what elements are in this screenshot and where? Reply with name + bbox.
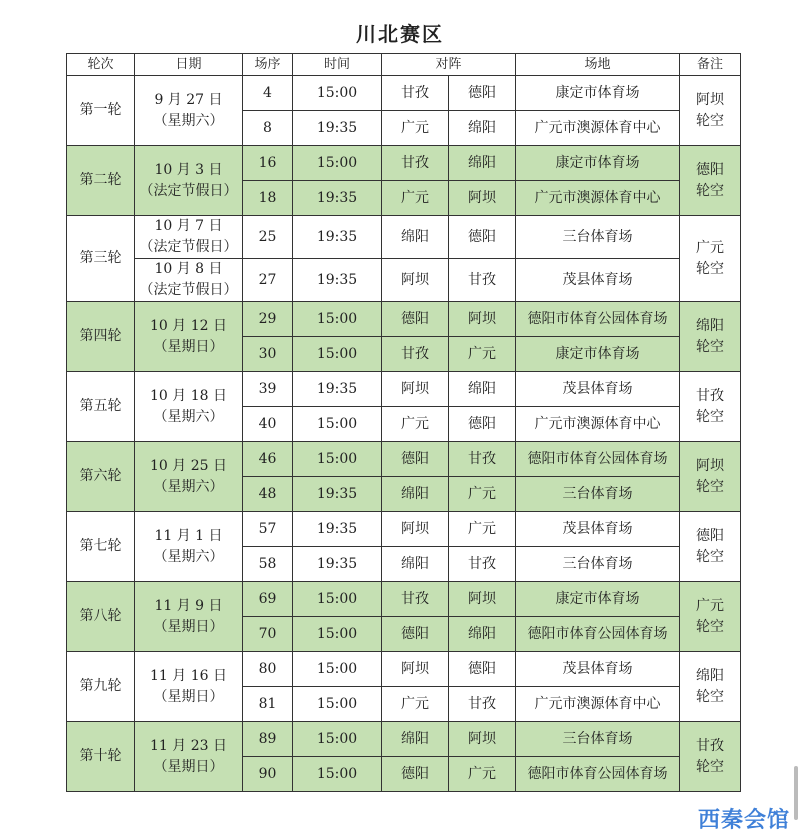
table-row — [67, 76, 741, 111]
away-team: 甘孜 — [449, 259, 516, 302]
match-date — [135, 216, 243, 259]
venue: 德阳市体育公园体育场 — [516, 302, 680, 337]
bye-label: 轮空 — [696, 478, 725, 495]
bye-note — [680, 146, 741, 216]
page-title: 川北赛区 — [356, 22, 444, 46]
match-date — [135, 146, 243, 216]
home-team: 广元 — [382, 111, 449, 146]
match-time: 19:35 — [293, 181, 382, 216]
table-row — [67, 722, 741, 757]
match-time: 15:00 — [293, 757, 382, 792]
venue: 德阳市体育公园体育场 — [516, 757, 680, 792]
bye-team: 德阳 — [696, 527, 725, 544]
table-row — [67, 512, 741, 547]
round-name: 第一轮 — [67, 76, 135, 146]
venue: 三台体育场 — [516, 547, 680, 582]
bye-note — [680, 512, 741, 582]
away-team: 阿坝 — [449, 302, 516, 337]
home-team: 甘孜 — [382, 146, 449, 181]
bye-label: 轮空 — [696, 338, 725, 355]
bye-note — [680, 216, 741, 302]
date-note: （星期日） — [153, 618, 224, 635]
match-time: 19:35 — [293, 512, 382, 547]
venue: 茂县体育场 — [516, 512, 680, 547]
date-note: （法定节假日） — [139, 282, 238, 298]
venue: 茂县体育场 — [516, 259, 680, 302]
match-time: 19:35 — [293, 477, 382, 512]
table-row — [67, 652, 741, 687]
home-team: 绵阳 — [382, 477, 449, 512]
match-date — [135, 442, 243, 512]
away-team: 阿坝 — [449, 722, 516, 757]
venue: 康定市体育场 — [516, 582, 680, 617]
round-name: 第十轮 — [67, 722, 135, 792]
header-round: 轮次 — [67, 54, 135, 76]
venue: 广元市澳源体育中心 — [516, 407, 680, 442]
table-row — [67, 216, 741, 259]
match-time: 15:00 — [293, 76, 382, 111]
away-team: 阿坝 — [449, 582, 516, 617]
match-number: 90 — [243, 757, 293, 792]
venue: 三台体育场 — [516, 722, 680, 757]
home-team: 绵阳 — [382, 547, 449, 582]
match-number: 29 — [243, 302, 293, 337]
match-time: 15:00 — [293, 722, 382, 757]
bye-note — [680, 302, 741, 372]
match-time: 19:35 — [293, 372, 382, 407]
match-number: 25 — [243, 216, 293, 259]
home-team: 阿坝 — [382, 652, 449, 687]
schedule-table — [66, 53, 741, 792]
match-time: 15:00 — [293, 146, 382, 181]
bye-team: 阿坝 — [696, 91, 725, 108]
home-team: 广元 — [382, 687, 449, 722]
bye-team: 广元 — [696, 597, 725, 614]
bye-team: 甘孜 — [696, 387, 725, 404]
match-number: 70 — [243, 617, 293, 652]
home-team: 德阳 — [382, 617, 449, 652]
header-venue: 场地 — [516, 54, 680, 76]
round-name: 第六轮 — [67, 442, 135, 512]
bye-label: 轮空 — [696, 618, 725, 635]
bye-note — [680, 722, 741, 792]
match-date — [135, 512, 243, 582]
venue: 广元市澳源体育中心 — [516, 687, 680, 722]
home-team: 阿坝 — [382, 512, 449, 547]
bye-label: 轮空 — [696, 408, 725, 425]
date-note: （星期六） — [153, 478, 224, 495]
table-row — [67, 582, 741, 617]
header-remark: 备注 — [680, 54, 741, 76]
away-team: 绵阳 — [449, 372, 516, 407]
away-team: 德阳 — [449, 407, 516, 442]
venue: 康定市体育场 — [516, 146, 680, 181]
away-team: 广元 — [449, 512, 516, 547]
match-date — [135, 722, 243, 792]
match-number: 27 — [243, 259, 293, 302]
date-text: 11 月 16 日 — [150, 667, 227, 684]
home-team: 绵阳 — [382, 216, 449, 259]
match-number: 39 — [243, 372, 293, 407]
match-number: 57 — [243, 512, 293, 547]
bye-note — [680, 442, 741, 512]
match-time: 19:35 — [293, 111, 382, 146]
away-team: 甘孜 — [449, 547, 516, 582]
home-team: 德阳 — [382, 442, 449, 477]
round-name: 第五轮 — [67, 372, 135, 442]
home-team: 甘孜 — [382, 337, 449, 372]
match-date — [135, 582, 243, 652]
home-team: 德阳 — [382, 302, 449, 337]
match-number: 80 — [243, 652, 293, 687]
header-matchup: 对阵 — [382, 54, 516, 76]
match-time: 19:35 — [293, 547, 382, 582]
home-team: 德阳 — [382, 757, 449, 792]
date-note: （星期六） — [153, 408, 224, 425]
home-team: 绵阳 — [382, 722, 449, 757]
away-team: 广元 — [449, 477, 516, 512]
match-number: 30 — [243, 337, 293, 372]
date-note: （星期六） — [153, 548, 224, 565]
bye-label: 轮空 — [696, 758, 725, 775]
match-number: 89 — [243, 722, 293, 757]
date-note: （星期日） — [153, 688, 224, 705]
date-note: （法定节假日） — [139, 239, 238, 255]
match-time: 19:35 — [293, 216, 382, 259]
bye-team: 甘孜 — [696, 737, 725, 754]
round-name: 第七轮 — [67, 512, 135, 582]
bye-team: 绵阳 — [696, 667, 725, 684]
match-number: 18 — [243, 181, 293, 216]
match-time: 15:00 — [293, 687, 382, 722]
bye-label: 轮空 — [696, 548, 725, 565]
match-time: 19:35 — [293, 259, 382, 302]
match-date — [135, 652, 243, 722]
away-team: 德阳 — [449, 76, 516, 111]
date-text: 10 月 3 日 — [154, 161, 223, 178]
home-team: 广元 — [382, 181, 449, 216]
venue: 德阳市体育公园体育场 — [516, 442, 680, 477]
match-time: 15:00 — [293, 582, 382, 617]
date-note: （法定节假日） — [139, 182, 238, 199]
bye-label: 轮空 — [696, 112, 725, 129]
bye-team: 阿坝 — [696, 457, 725, 474]
date-note: （星期六） — [153, 112, 224, 129]
date-note: （星期日） — [153, 758, 224, 775]
date-text: 10 月 12 日 — [150, 317, 227, 334]
table-row — [67, 146, 741, 181]
match-number: 48 — [243, 477, 293, 512]
date-note: （星期日） — [153, 338, 224, 355]
header-row — [67, 54, 741, 76]
venue: 康定市体育场 — [516, 76, 680, 111]
match-date — [135, 372, 243, 442]
bye-team: 绵阳 — [696, 317, 725, 334]
match-time: 15:00 — [293, 407, 382, 442]
match-number: 16 — [243, 146, 293, 181]
away-team: 阿坝 — [449, 181, 516, 216]
date-text: 10 月 7 日 — [154, 218, 223, 234]
bye-note — [680, 652, 741, 722]
match-time: 15:00 — [293, 337, 382, 372]
away-team: 德阳 — [449, 652, 516, 687]
round-name: 第三轮 — [67, 216, 135, 302]
round-name: 第九轮 — [67, 652, 135, 722]
away-team: 广元 — [449, 757, 516, 792]
home-team: 广元 — [382, 407, 449, 442]
venue: 茂县体育场 — [516, 372, 680, 407]
round-name: 第八轮 — [67, 582, 135, 652]
match-date — [135, 76, 243, 146]
match-number: 46 — [243, 442, 293, 477]
header-date: 日期 — [135, 54, 243, 76]
table-row — [67, 372, 741, 407]
date-text: 10 月 25 日 — [150, 457, 227, 474]
match-time: 15:00 — [293, 302, 382, 337]
scrollbar[interactable] — [794, 766, 798, 820]
away-team: 甘孜 — [449, 687, 516, 722]
venue: 康定市体育场 — [516, 337, 680, 372]
table-row — [67, 259, 741, 302]
venue: 广元市澳源体育中心 — [516, 111, 680, 146]
match-time: 15:00 — [293, 442, 382, 477]
watermark-logo: 西秦会馆 — [697, 808, 790, 833]
bye-team: 广元 — [696, 239, 725, 256]
away-team: 甘孜 — [449, 442, 516, 477]
bye-label: 轮空 — [696, 688, 725, 705]
bye-label: 轮空 — [696, 260, 725, 277]
date-text: 11 月 9 日 — [154, 597, 223, 614]
venue: 茂县体育场 — [516, 652, 680, 687]
match-time: 15:00 — [293, 652, 382, 687]
home-team: 阿坝 — [382, 372, 449, 407]
date-text: 9 月 27 日 — [154, 91, 223, 108]
match-date — [135, 259, 243, 302]
date-text: 10 月 8 日 — [154, 261, 223, 277]
match-time: 15:00 — [293, 617, 382, 652]
match-number: 69 — [243, 582, 293, 617]
venue: 三台体育场 — [516, 216, 680, 259]
home-team: 甘孜 — [382, 76, 449, 111]
home-team: 阿坝 — [382, 259, 449, 302]
away-team: 广元 — [449, 337, 516, 372]
match-number: 4 — [243, 76, 293, 111]
table-row — [67, 302, 741, 337]
bye-note — [680, 582, 741, 652]
venue: 广元市澳源体育中心 — [516, 181, 680, 216]
match-number: 8 — [243, 111, 293, 146]
date-text: 11 月 1 日 — [154, 527, 223, 544]
round-name: 第四轮 — [67, 302, 135, 372]
match-number: 81 — [243, 687, 293, 722]
away-team: 德阳 — [449, 216, 516, 259]
bye-note — [680, 76, 741, 146]
date-text: 11 月 23 日 — [150, 737, 227, 754]
away-team: 绵阳 — [449, 111, 516, 146]
venue: 三台体育场 — [516, 477, 680, 512]
table-row — [67, 442, 741, 477]
home-team: 甘孜 — [382, 582, 449, 617]
bye-note — [680, 372, 741, 442]
header-time: 时间 — [293, 54, 382, 76]
header-match-no: 场序 — [243, 54, 293, 76]
bye-team: 德阳 — [696, 161, 725, 178]
date-text: 10 月 18 日 — [150, 387, 227, 404]
match-number: 58 — [243, 547, 293, 582]
away-team: 绵阳 — [449, 146, 516, 181]
venue: 德阳市体育公园体育场 — [516, 617, 680, 652]
match-date — [135, 302, 243, 372]
round-name: 第二轮 — [67, 146, 135, 216]
match-number: 40 — [243, 407, 293, 442]
away-team: 绵阳 — [449, 617, 516, 652]
bye-label: 轮空 — [696, 182, 725, 199]
